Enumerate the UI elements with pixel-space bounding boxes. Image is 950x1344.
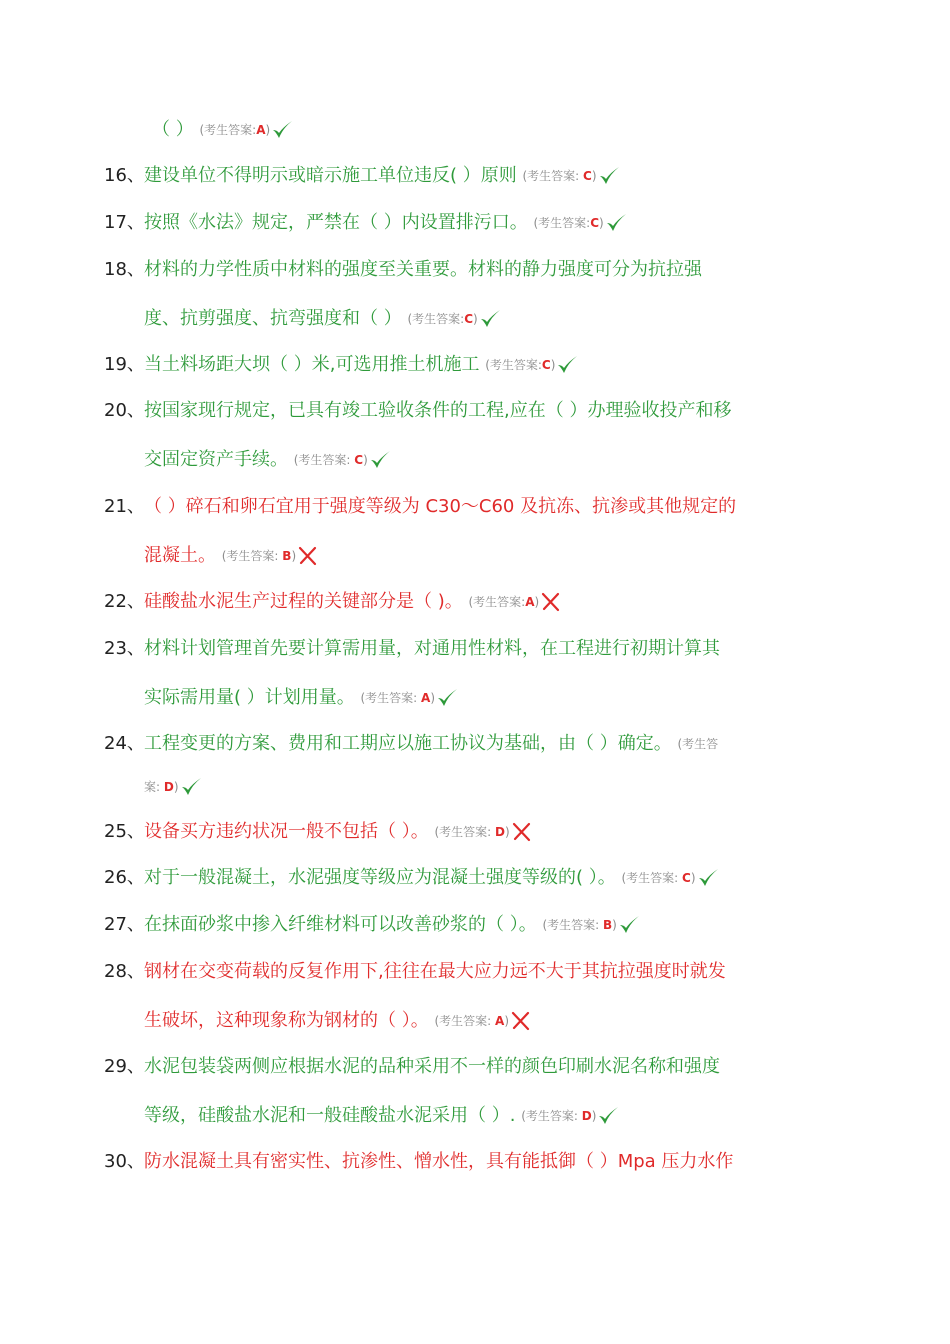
student-answer: (考生答案:C)	[485, 358, 556, 372]
answer-letter: D	[581, 1109, 592, 1123]
question-text: 生破坏，这种现象称为钢材的（ ）。	[144, 1010, 429, 1031]
question-text: 度、抗剪强度、抗弯强度和（ ）	[144, 308, 402, 329]
check-mark-icon	[598, 165, 620, 187]
question-text: 等级，硅酸盐水泥和一般硅酸盐水泥采用（ ）.	[144, 1105, 516, 1126]
question-text: （ ）	[152, 119, 194, 140]
answer-letter: B	[282, 549, 292, 563]
answer-letter: A	[256, 123, 266, 137]
answer-prefix: (考生答案:	[434, 825, 496, 839]
question-number: 19、	[104, 354, 145, 375]
question-text: 实际需用量( ）计划用量。	[144, 687, 355, 708]
question-number: 20、	[104, 400, 145, 421]
student-answer: (考生答案:C)	[407, 312, 478, 326]
student-answer: (考生答案: B)	[221, 549, 297, 563]
question-text: 在抹面砂浆中掺入纤维材料可以改善砂浆的（ ）。	[144, 914, 537, 935]
answer-letter: C	[354, 453, 364, 467]
answer-letter: B	[603, 918, 613, 932]
cross-mark-icon	[510, 1010, 532, 1032]
student-answer: (考生答案: C)	[293, 453, 368, 467]
question-number: 24、	[104, 733, 145, 754]
question-text: 钢材在交变荷载的反复作用下,往往在最大应力远不大于其抗拉强度时就发	[144, 961, 726, 982]
check-mark-icon	[618, 914, 640, 936]
answer-letter: C	[583, 169, 592, 183]
question-text: 硅酸盐水泥生产过程的关键部分是（ )。	[144, 591, 463, 612]
cross-mark-icon	[511, 821, 533, 843]
question-text: 建设单位不得明示或暗示施工单位违反( ）原则	[144, 165, 517, 186]
question-text: 工程变更的方案、费用和工期应以施工协议为基础，由（ ）确定。	[144, 733, 672, 754]
question-text: （ ）碎石和卵石宜用于强度等级为 C30～C60 及抗冻、抗渗或其他规定的	[144, 496, 737, 517]
answer-prefix: (考生答	[677, 737, 719, 751]
question-text: 水泥包装袋两侧应根据水泥的品种采用不一样的颜色印刷水泥名称和强度	[144, 1056, 720, 1077]
student-answer: (考生答案: A)	[360, 691, 436, 705]
answer-letter: D	[163, 780, 174, 794]
answer-prefix: (考生答案:	[485, 358, 542, 372]
question-number: 21、	[104, 496, 145, 517]
check-mark-icon	[479, 308, 501, 330]
question-text: 设备买方违约状况一般不包括（ ）。	[144, 821, 429, 842]
check-mark-icon	[180, 776, 202, 798]
answer-prefix: (考生答案:	[407, 312, 465, 326]
answer-prefix: (考生答案:	[621, 871, 683, 885]
answer-prefix: (考生答案:	[533, 216, 591, 230]
check-mark-icon	[369, 449, 391, 471]
student-answer: (考生答案: C)	[621, 871, 696, 885]
answer-letter: C	[590, 216, 600, 230]
check-mark-icon	[436, 687, 458, 709]
question-number: 23、	[104, 638, 145, 659]
question-number: 26、	[104, 867, 145, 888]
student-answer	[677, 737, 718, 751]
answer-prefix: (考生答案:	[360, 691, 422, 705]
student-answer: (考生答案:C)	[533, 216, 604, 230]
check-mark-icon	[697, 867, 719, 889]
answer-letter: A	[525, 595, 535, 609]
answer-prefix: 案:	[144, 780, 164, 794]
question-number: 25、	[104, 821, 145, 842]
question-number: 29、	[104, 1056, 145, 1077]
student-answer: (考生答案: C)	[522, 169, 597, 183]
question-text: 材料计划管理首先要计算需用量，对通用性材料，在工程进行初期计算其	[144, 638, 720, 659]
check-mark-icon	[556, 354, 578, 376]
student-answer: 案: D)	[144, 780, 179, 794]
check-mark-icon	[597, 1105, 619, 1127]
question-text: 混凝土。	[144, 545, 216, 566]
answer-letter: C	[541, 358, 551, 372]
question-text: 材料的力学性质中材料的强度至关重要。材料的静力强度可分为抗拉强	[144, 259, 702, 280]
answer-prefix: (考生答案:	[434, 1014, 496, 1028]
answer-letter: D	[495, 825, 505, 839]
student-answer: (考生答案: A)	[434, 1014, 509, 1028]
question-text: 交固定资产手续。	[144, 449, 288, 470]
student-answer: (考生答案: B)	[542, 918, 617, 932]
question-number: 18、	[104, 259, 145, 280]
answer-prefix: (考生答案:	[521, 1109, 582, 1123]
answer-letter: C	[464, 312, 474, 326]
question-text: 对于一般混凝土，水泥强度等级应为混凝土强度等级的( ）。	[144, 867, 616, 888]
question-number: 22、	[104, 591, 145, 612]
answer-prefix: (考生答案:	[542, 918, 604, 932]
check-mark-icon	[605, 212, 627, 234]
answer-prefix: (考生答案:	[199, 123, 257, 137]
cross-mark-icon	[297, 545, 319, 567]
answer-letter: A	[495, 1014, 505, 1028]
question-number: 17、	[104, 212, 145, 233]
question-number: 27、	[104, 914, 145, 935]
question-text: 当土料场距大坝（ ）米,可选用推土机施工	[144, 354, 480, 375]
check-mark-icon	[271, 119, 293, 141]
question-text: 按国家现行规定，已具有竣工验收条件的工程,应在（ ）办理验收投产和移	[144, 400, 732, 421]
cross-mark-icon	[540, 591, 562, 613]
student-answer: (考生答案:A)	[468, 595, 540, 609]
student-answer: (考生答案:A)	[199, 123, 271, 137]
answer-letter: C	[682, 871, 691, 885]
student-answer: (考生答案: D)	[521, 1109, 597, 1123]
question-number: 16、	[104, 165, 145, 186]
question-number: 30、	[104, 1151, 145, 1172]
answer-prefix: (考生答案:	[468, 595, 526, 609]
answer-prefix: (考生答案:	[293, 453, 355, 467]
answer-prefix: (考生答案:	[221, 549, 283, 563]
question-number: 28、	[104, 961, 145, 982]
question-text: 按照《水法》规定，严禁在（ ）内设置排污口。	[144, 212, 528, 233]
answer-prefix: (考生答案:	[522, 169, 584, 183]
answer-letter: A	[421, 691, 431, 705]
student-answer: (考生答案: D)	[434, 825, 510, 839]
question-text: 防水混凝土具有密实性、抗渗性、憎水性，具有能抵御（ ）Mpa 压力水作	[144, 1151, 734, 1172]
